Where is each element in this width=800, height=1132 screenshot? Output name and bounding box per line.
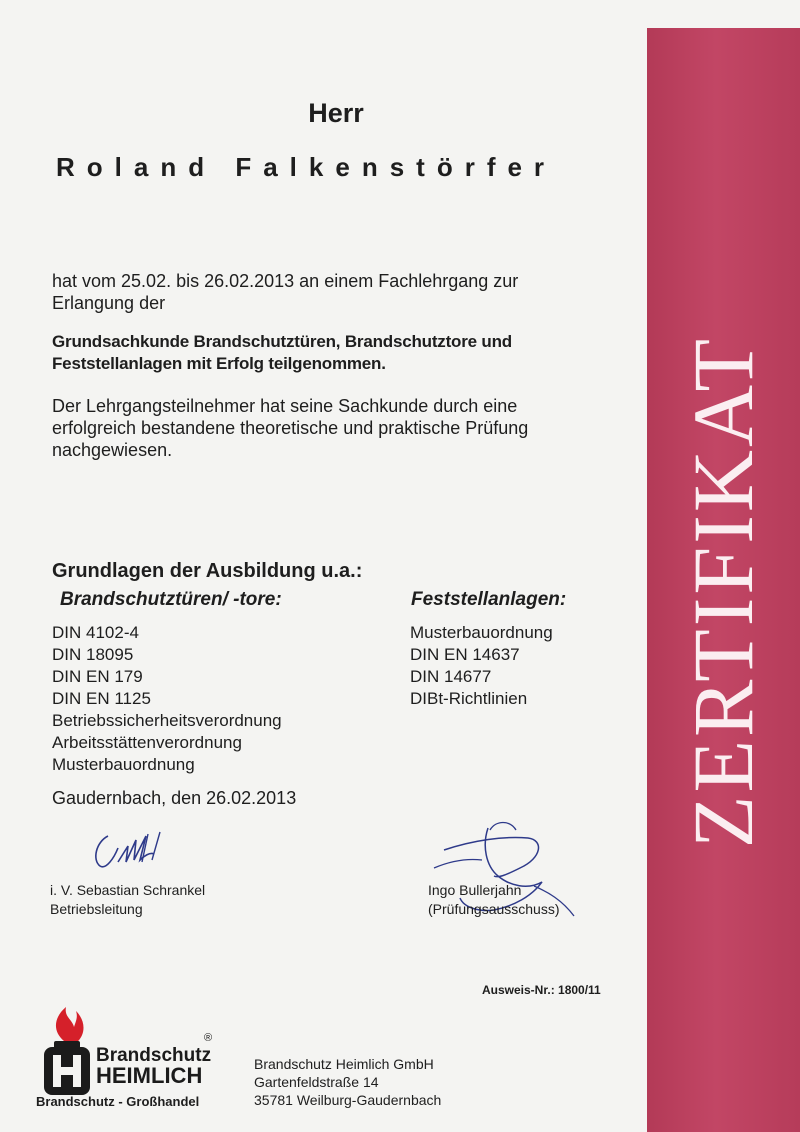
list-item: DIN 14677 xyxy=(410,667,492,686)
signatory-1: i. V. Sebastian Schrankel Betriebsleitung xyxy=(50,882,206,917)
list-item: Musterbauordnung xyxy=(52,755,195,774)
company-tagline: Brandschutz - Großhandel xyxy=(36,1094,200,1109)
logo-line-1: Brandschutz xyxy=(96,1045,212,1066)
statement-text: Der Lehrgangsteilnehmer hat seine Sachkunde durch eine erfolgreich bestandene theoretische und praktische Prüfung nachgewiesen. xyxy=(52,396,529,460)
place-and-date: Gaudernbach, den 26.02.2013 xyxy=(52,788,297,808)
list-item: DIN 18095 xyxy=(52,645,134,664)
list-item: DIN 4102-4 xyxy=(52,623,139,642)
recipient-name: Roland Falkenstörfer xyxy=(56,152,557,182)
signatory-2: Ingo Bullerjahn (Prüfungsausschuss) xyxy=(428,882,560,917)
list-item: Arbeitsstättenverordnung xyxy=(52,733,242,752)
list-item: Musterbauordnung xyxy=(410,623,553,642)
list-item: DIBt-Richtlinien xyxy=(410,689,528,708)
band-title: ZERTIFIKAT xyxy=(675,335,771,849)
left-column-list xyxy=(52,622,282,776)
list-item: DIN EN 1125 xyxy=(52,689,151,708)
left-column-heading: Brandschutztüren/ -tore: xyxy=(60,589,282,610)
logo-line-2: HEIMLICH xyxy=(96,1063,203,1088)
list-item: DIN EN 179 xyxy=(52,667,143,686)
flame-icon xyxy=(56,1007,84,1043)
company-address: Brandschutz Heimlich GmbH Gartenfeldstraße 14 35781 Weilburg-Gaudernbach xyxy=(254,1056,442,1108)
id-number: Ausweis-Nr.: 1800/11 xyxy=(482,983,601,997)
signature-1-icon xyxy=(88,826,184,876)
right-column-list xyxy=(410,622,553,710)
list-item: Betriebssicherheitsverordnung xyxy=(52,711,282,730)
basis-heading: Grundlagen der Ausbildung u.a.: xyxy=(52,560,363,582)
intro-text: hat vom 25.02. bis 26.02.2013 an einem Fachlehrgang zur Erlangung der xyxy=(52,271,519,313)
salutation: Herr xyxy=(308,98,364,128)
list-item: DIN EN 14637 xyxy=(410,645,520,664)
course-title: Grundsachkunde Brandschutztüren, Brandschutztore und Feststellanlagen mit Erfolg teilgenommen. xyxy=(52,332,512,373)
registered-mark: ® xyxy=(204,1032,213,1044)
right-column-heading: Feststellanlagen: xyxy=(411,589,567,610)
